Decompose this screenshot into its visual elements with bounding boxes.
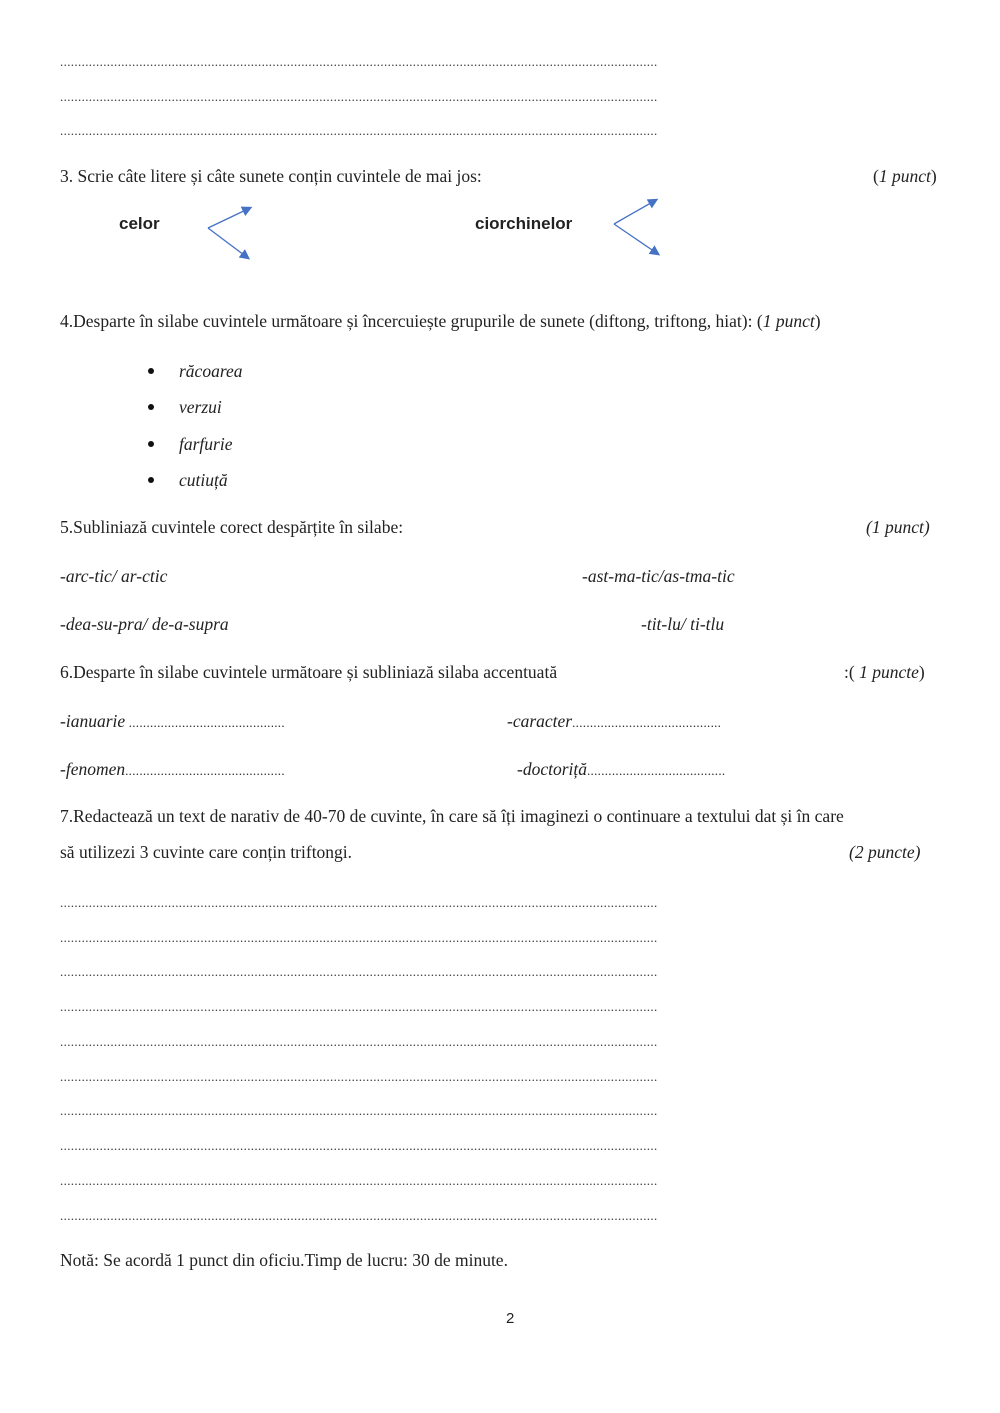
fork-arrow-icon: [204, 204, 256, 262]
answer-line: ......................................................................................................................................................................: [60, 999, 658, 1014]
bullet-icon: [148, 441, 154, 447]
q3-word-ciorchinelor: ciorchinelor: [475, 214, 573, 233]
q7-text-line2: să utilizezi 3 cuvinte care conțin triftongi.: [60, 842, 353, 862]
q6-points: :( 1 puncte): [844, 662, 925, 682]
q4-item: răcoarea: [179, 361, 243, 381]
q5-option: -arc-tic/ ar-ctic: [60, 566, 168, 586]
q6-word: -caracter..........................................: [507, 711, 722, 731]
q3-points: (1 punct): [873, 166, 937, 186]
bullet-icon: [148, 404, 154, 410]
answer-line: ......................................................................................................................................................................: [60, 964, 658, 979]
answer-line: ......................................................................................................................................................................: [60, 123, 658, 138]
q4-item: cutiuță: [179, 470, 228, 490]
q5-option: -ast-ma-tic/as-tma-tic: [582, 566, 735, 586]
q5-text: 5.Subliniază cuvintele corect despărțite în silabe:: [60, 517, 404, 537]
note-text: Notă: Se acordă 1 punct din oficiu.Timp de lucru: 30 de minute.: [60, 1250, 508, 1270]
answer-line: ......................................................................................................................................................................: [60, 1034, 658, 1049]
q6-word: -fenomen.............................................: [60, 759, 285, 779]
answer-line: ......................................................................................................................................................................: [60, 1138, 658, 1153]
q3-word-celor: celor: [119, 214, 160, 233]
q6-word: -doctoriță.......................................: [517, 759, 726, 779]
q4-item: farfurie: [179, 434, 233, 454]
q5-option: -dea-su-pra/ de-a-supra: [60, 614, 229, 634]
fork-arrow-icon: [610, 196, 664, 260]
q4-text: 4.Desparte în silabe cuvintele următoare și încercuiește grupurile de sunete (diftong, triftong, hiat): (1 punct): [60, 311, 821, 331]
answer-line: ......................................................................................................................................................................: [60, 89, 658, 104]
q6-word: -ianuarie ............................................: [60, 711, 285, 731]
q5-option: -tit-lu/ ti-tlu: [641, 614, 725, 634]
q7-text-line1: 7.Redactează un text de narativ de 40-70 de cuvinte, în care să îți imaginezi o continuare a textului dat și în care: [60, 806, 844, 826]
q6-text: 6.Desparte în silabe cuvintele următoare și subliniază silaba accentuată: [60, 662, 558, 682]
q4-item: verzui: [179, 397, 222, 417]
q5-points: (1 punct): [866, 517, 930, 537]
answer-line: ......................................................................................................................................................................: [60, 1208, 658, 1223]
answer-line: ......................................................................................................................................................................: [60, 895, 658, 910]
answer-line: ......................................................................................................................................................................: [60, 1069, 658, 1084]
q3-text: 3. Scrie câte litere și câte sunete conțin cuvintele de mai jos:: [60, 166, 482, 186]
page-number: 2: [506, 1310, 515, 1327]
bullet-icon: [148, 477, 154, 483]
q7-points: (2 puncte): [849, 842, 921, 862]
bullet-icon: [148, 368, 154, 374]
answer-line: ......................................................................................................................................................................: [60, 930, 658, 945]
answer-line: ......................................................................................................................................................................: [60, 54, 658, 69]
answer-line: ......................................................................................................................................................................: [60, 1103, 658, 1118]
answer-line: ......................................................................................................................................................................: [60, 1173, 658, 1188]
